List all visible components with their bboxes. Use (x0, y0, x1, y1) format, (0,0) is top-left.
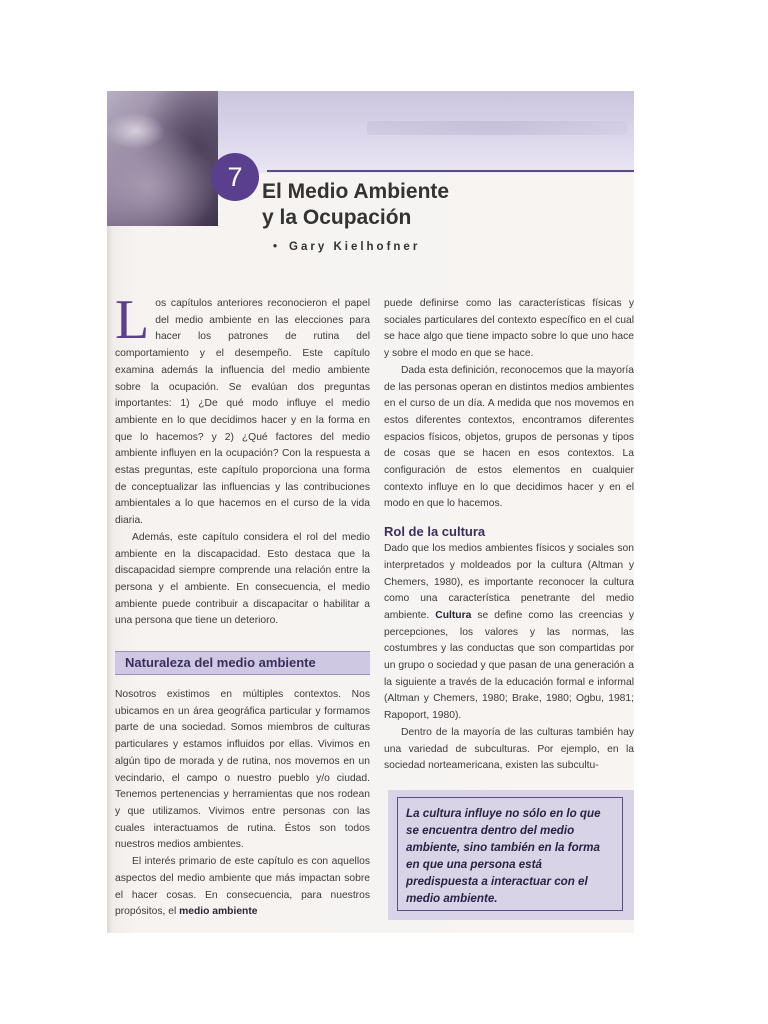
bleed-through-text (367, 121, 627, 135)
drop-cap: L (115, 289, 150, 351)
chapter-title-line-2: y la Ocupación (262, 206, 412, 229)
bold-term: medio ambiente (179, 906, 258, 918)
paragraph-text: se define como las creencias y percepciones, los valores y las normas, las costumbres y las conductas que son compartidas por un grupo o sociedad y que pasan de una generación a la siguiente a través de la educación formal e informal (Altman y Chemers, 1980; Brake, 1980; Ogbu, 1981; Rapoport, 1980). (384, 609, 634, 722)
paragraph-text: El interés primario de este capítulo es con aquellos aspectos del medio ambiente que más impactan sobre el hacer cosas. En consecuencia, para nuestros propósitos, el (115, 856, 370, 918)
author-bullet: • (273, 241, 278, 253)
paragraph: Además, este capítulo considera el rol del medio ambiente en la discapacidad. Esto destaca que la discapacidad siempre comprende una relación entre la persona y el ambiente. En consecuencia, el medio ambiente puede contribuir a discapacitar o habilitar a una persona que tiene un deterioro. (115, 531, 370, 627)
section-heading-cultura (384, 523, 634, 540)
pull-quote-box (388, 790, 634, 920)
chapter-title-line-1: El Medio Ambiente (262, 180, 450, 203)
chapter-photo (107, 91, 218, 226)
intro-paragraph (115, 289, 370, 530)
chapter-number-badge (211, 153, 259, 201)
paragraph: Nosotros existimos en múltiples contextos. Nos ubicamos en un área geográfica particular y formamos parte de una sociedad. Somos miembros de culturas particulares y estamos influidos por ellas. Vivimos en algún tipo de morada y de rutina, nos movemos en un vecindario, el campo o nuestro pueblo y/o ciudad. Tenemos pertenencias y herramientas que nos rodean y que utilizamos. Vivimos entre personas con las cuales interactuamos de rutina. Éstos son todos nuestros medios ambientes. (115, 689, 370, 851)
section-heading-text: Rol de la cultura (384, 524, 486, 540)
scanned-page (107, 91, 634, 933)
author-name: Gary Kielhofner (289, 241, 421, 253)
paragraph-text: Dado que los medios ambientes físicos y sociales son interpretados y moldeados por la cultura (Altman y Chemers, 1980), es importante reconocer la cultura como una característica penetrante del medio ambiente. (384, 543, 634, 621)
paragraph: Dentro de la mayoría de las culturas también hay una variedad de subculturas. Por ejemplo, en la sociedad norteamericana, existen las subcultu- (384, 726, 634, 772)
section-heading-text: Naturaleza del medio ambiente (125, 654, 316, 670)
left-column (115, 289, 370, 921)
paragraph (384, 541, 634, 725)
paragraph (115, 854, 370, 921)
right-column (384, 296, 634, 775)
bold-term: Cultura (435, 609, 472, 621)
chapter-number: 7 (227, 161, 243, 192)
author-line (273, 241, 420, 253)
pull-quote: La cultura influye no sólo en lo que se encuentra dentro del medio ambiente, sino también en la forma en que una persona está predispuesta a interactuar con el medio ambiente. (397, 797, 623, 911)
paragraph: puede definirse como las características físicas y sociales particulares del contexto específico en el cual se hace algo que tiene impacto sobre lo que uno hace y sobre el modo en que se hace. (384, 298, 634, 360)
chapter-title (262, 179, 449, 231)
paragraph: Dada esta definición, reconocemos que la mayoría de las personas operan en distintos medios ambientes en el curso de un día. A medida que nos movemos en estos diferentes contextos, encontramos diferentes espacios físicos, objetos, grupos de personas y tipos de cosas que se hacen en esos contextos. La configuración de estos elementos en cualquier contexto influye en lo que decidimos hacer y en el modo en que lo hacemos. (384, 364, 634, 510)
section-heading-naturaleza (115, 651, 370, 675)
header-rule (267, 170, 634, 172)
intro-text: os capítulos anteriores reconocieron el papel del medio ambiente en las elecciones para hacer los patrones de rutina del comportamiento y el desempeño. Este capítulo examina además la influencia del medio ambiente sobre la ocupación. Se evalúan dos preguntas importantes: 1) ¿De qué modo influye el medio ambiente en lo que decidimos hacer y en la forma en que lo hacemos? y 2) ¿Qué factores del medio ambiente influyen en la ocupación? Con la respuesta a estas preguntas, este capítulo proporciona una forma de conceptualizar las influencias y las contribuciones ambientales a lo que hacemos en el curso de la vida diaria. (115, 298, 370, 527)
